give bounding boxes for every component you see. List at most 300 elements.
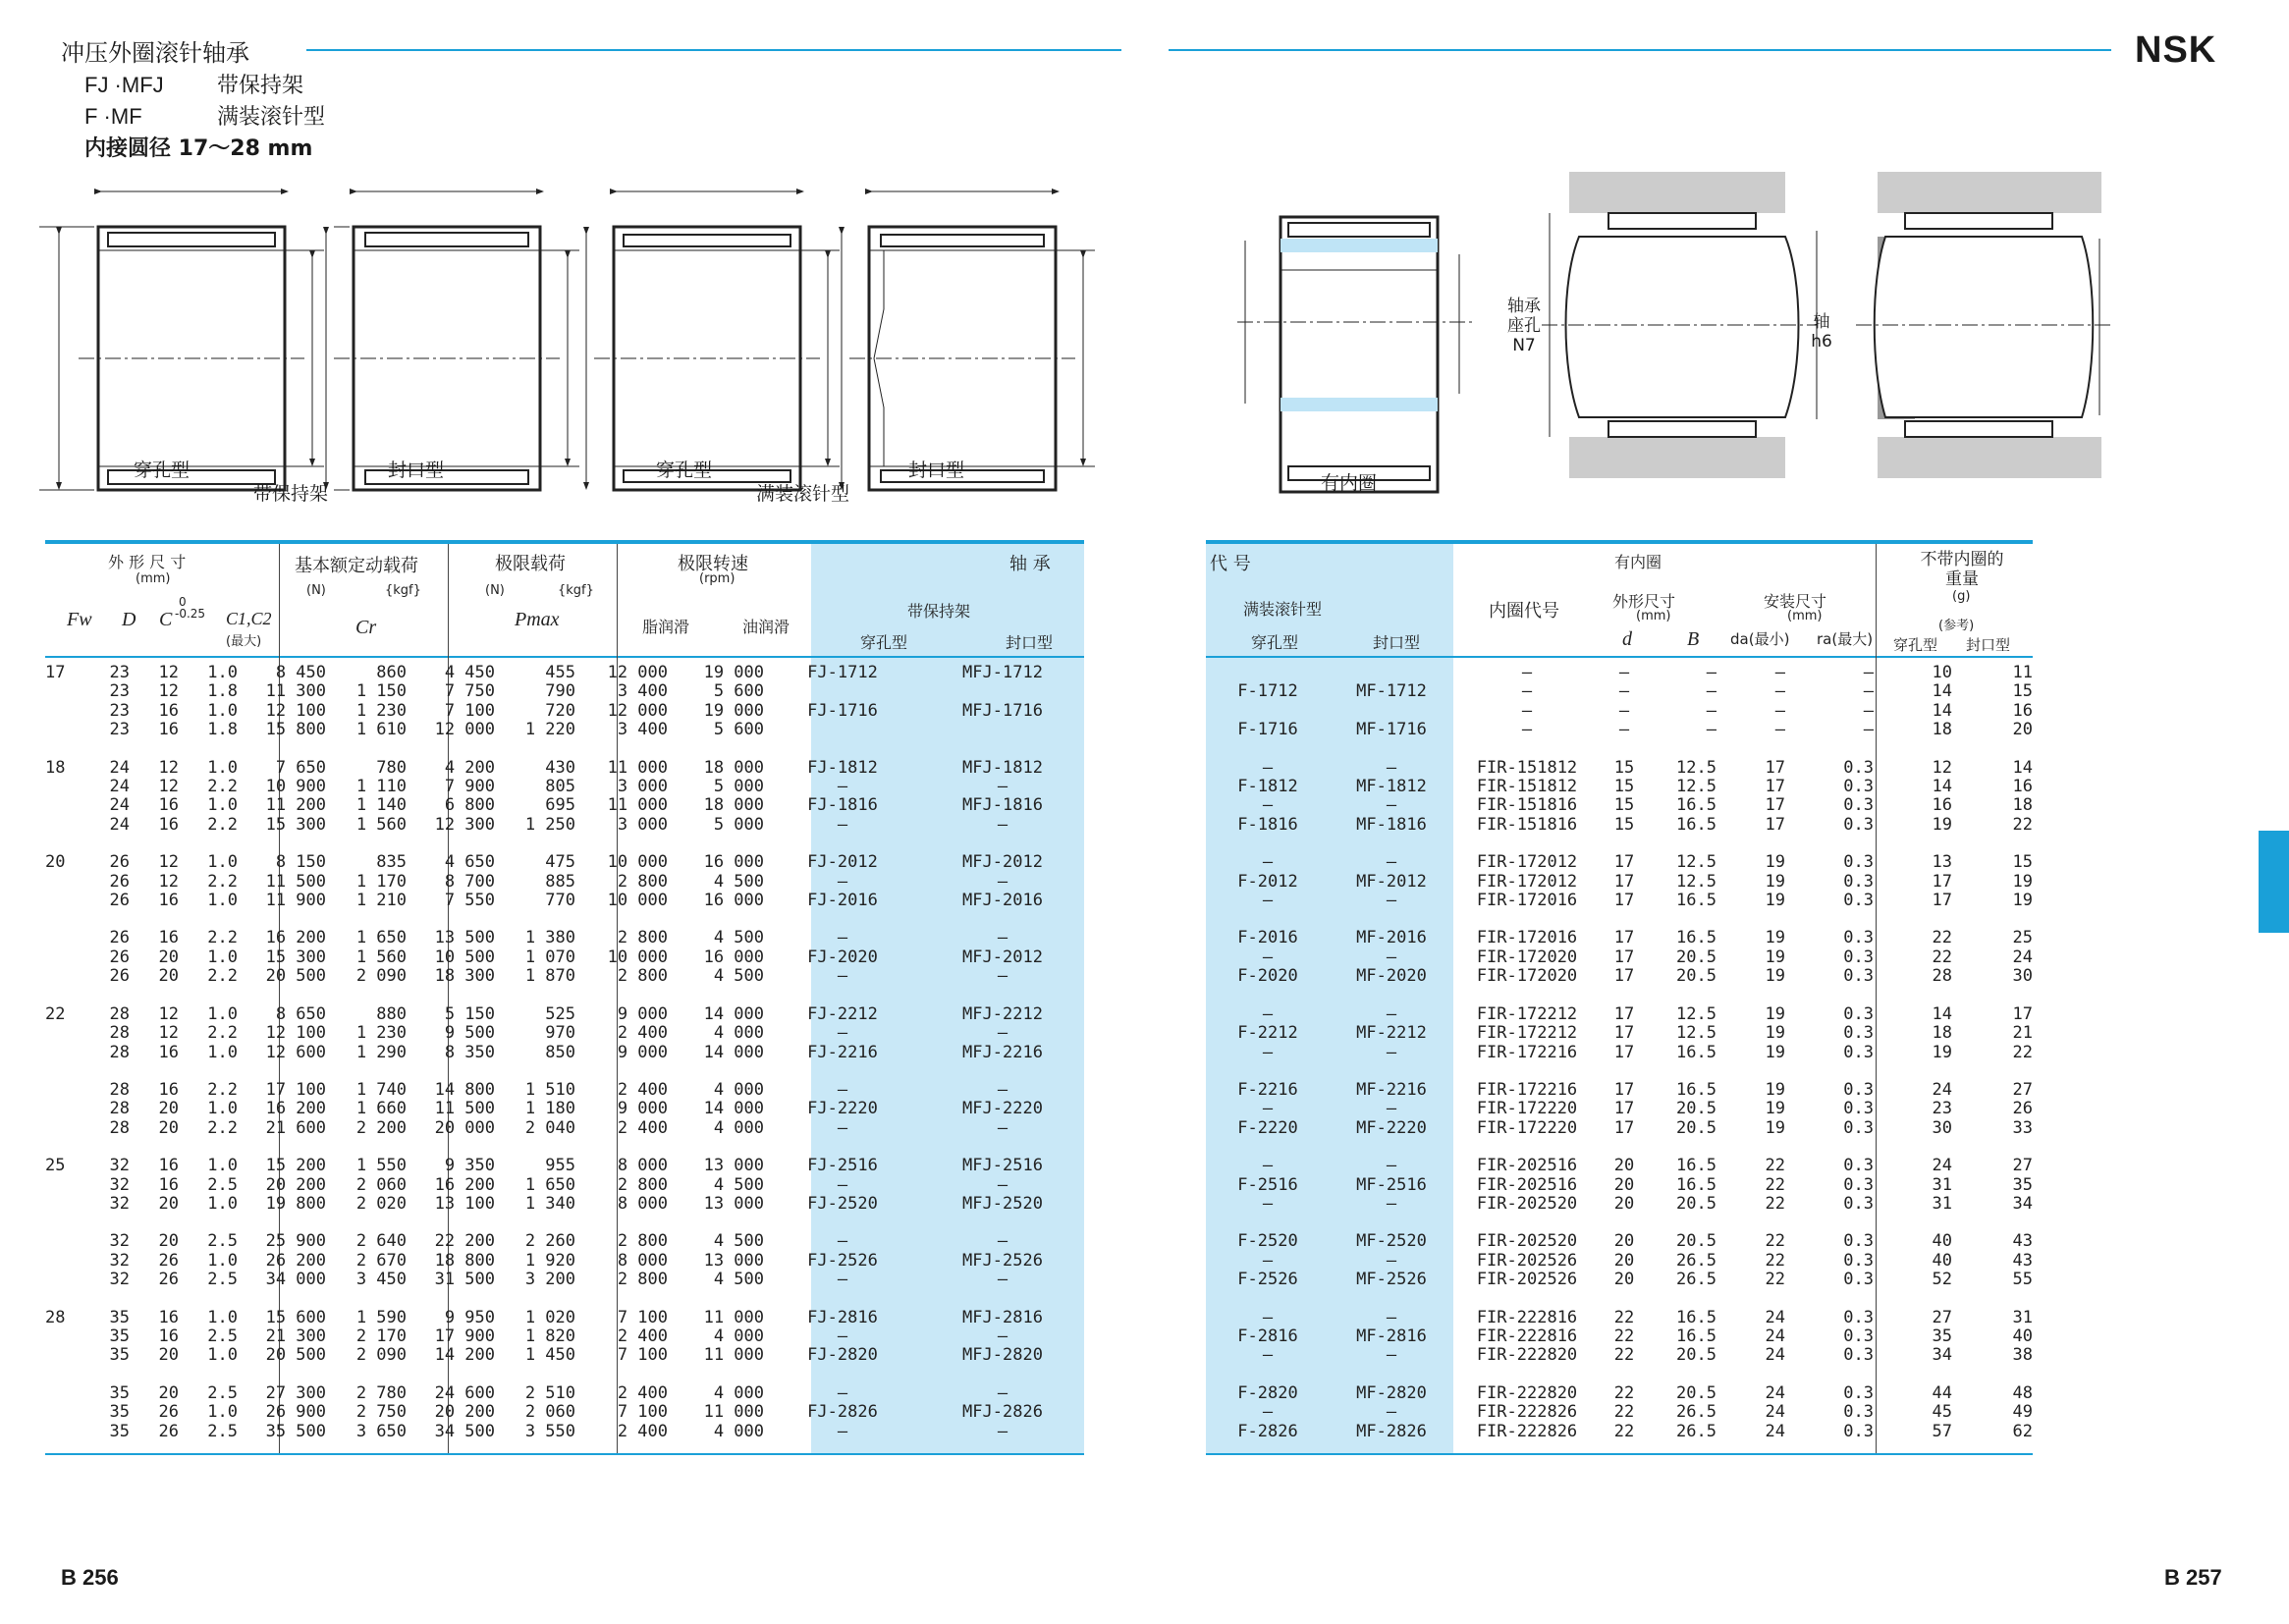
table-cell: 17 [2012,1004,2033,1024]
table-cell: 7 100 [607,1308,668,1327]
table-cell: 1 340 [524,1194,575,1214]
header-d: D [122,609,136,630]
table-cell: 16 000 [703,853,764,873]
table-cell: 18 800 [434,1251,495,1271]
table-cell: 16 [2012,701,2033,721]
group-gap [45,1290,1084,1309]
table-cell: 1 560 [355,947,407,967]
table-cell: 20 [45,853,66,873]
header-r-closed: 封口型 [1373,633,1421,652]
table-cell: 31 [1932,1175,1952,1195]
table-cell: 32 [109,1271,130,1290]
table-cell: 22 [1765,1194,1785,1214]
table-cell: FJ-2212 [807,1004,878,1024]
table-cell: MFJ-1812 [962,758,1043,778]
table-cell: 26.5 [1676,1251,1717,1271]
table-row [45,1309,1084,1327]
header-mount: 安装尺寸 [1764,592,1827,611]
header-mount-unit: (mm) [1787,609,1823,623]
table-cell: 20.5 [1676,947,1717,967]
header-code: 代 号 [1210,554,1251,574]
table-cell [45,1176,90,1195]
diagram-with-inner-ring [1237,217,1473,492]
table-cell: 19 [2012,872,2033,892]
table-cell: FIR-172016 [1476,929,1578,948]
table-cell: 11 000 [607,758,668,778]
header-r-dims: 外形尺寸 [1612,592,1676,611]
table-cell: 0.3 [1843,1175,1874,1195]
header-dyn-unit-n: (N) [306,583,326,598]
table-cell: MF-2020 [1356,967,1427,987]
table-cell: — [1386,796,1397,816]
table-cell: — [1262,947,1274,967]
table-cell: 8 350 [434,1043,495,1062]
table-cell: 2 260 [524,1232,575,1252]
table-cell: 22 [1613,1422,1635,1441]
table-cell: 11 500 [265,872,326,892]
table-cell: 1.0 [207,1194,238,1214]
table-cell: 475 [545,853,575,873]
table-cell: 27 [2012,1080,2033,1100]
table-cell: 7 650 [265,758,326,778]
table-cell: 2 510 [524,1383,575,1403]
table-cell: MF-1816 [1356,815,1427,835]
header-r-ra: ra(最大) [1817,630,1874,648]
table-cell: 26 900 [265,1403,326,1423]
table-cell: 1 870 [524,967,575,987]
header-limit-load: 极限载荷 [495,554,566,574]
table-cell: — [837,1080,848,1100]
table-cell: 525 [545,1004,575,1024]
group-gap [45,987,1084,1005]
table-cell: FIR-172216 [1476,1080,1578,1100]
table-cell [45,1024,90,1043]
header-bearing: 轴 承 [1009,554,1051,574]
header-fw: Fw [67,609,92,630]
table-cell: — [1863,664,1874,682]
table-row [1206,1044,2033,1062]
table-cell: 10 000 [607,947,668,967]
table-row [45,929,1084,947]
table-cell: 22 [1765,1251,1785,1271]
table-cell: 20 [158,967,179,987]
table-cell: 1.0 [207,947,238,967]
table-cell: FJ-2816 [807,1308,878,1327]
table-cell: 1.0 [207,758,238,778]
table-cell [45,929,90,947]
group-gap [45,1366,1084,1384]
table-cell: FIR-172012 [1476,853,1578,873]
diagram-closed-full [842,191,1095,490]
header-grease: 脂润滑 [642,618,690,636]
table-cell: 12 [158,664,179,682]
table-cell: 16 000 [703,892,764,911]
table-cell: 0.3 [1843,1232,1874,1252]
table-cell: — [1618,701,1630,721]
table-cell: 16 [1932,796,1952,816]
table-cell: — [1262,1004,1274,1024]
table-cell: 34 000 [265,1271,326,1290]
table-cell [45,1346,90,1365]
table-cell: 14 [1932,1004,1952,1024]
table-cell: 14 000 [703,1100,764,1119]
table-cell: 38 [2012,1346,2033,1366]
table-cell: 55 [2012,1271,2033,1290]
header-r-da: da(最小) [1730,630,1790,648]
table-cell: 2.2 [207,815,238,835]
table-cell: F-2516 [1237,1175,1298,1195]
table-cell: MFJ-2516 [962,1157,1043,1176]
table-cell: 11 900 [265,892,326,911]
table-cell: 12 100 [265,1024,326,1044]
table-cell: 20 [158,1194,179,1214]
table-row [1206,1327,2033,1346]
table-cell: 20 [158,947,179,967]
subtitle-cage [84,69,303,99]
table-row [1206,1157,2033,1175]
table-cell: 0.3 [1843,1080,1874,1100]
table-cell: 5 000 [703,778,764,797]
table-cell: 24 [1765,1383,1785,1403]
table-cell: 13 000 [703,1251,764,1271]
table-cell: MF-2826 [1356,1422,1427,1441]
table-cell: — [1386,1100,1397,1119]
table-cell: 18 300 [434,967,495,987]
table-cell: — [837,1271,848,1290]
table-cell: 7 100 [434,701,495,721]
table-cell: — [1774,664,1785,682]
table-cell: 0.3 [1843,1271,1874,1290]
table-cell: 35 [2012,1175,2033,1195]
table-cell: FIR-222820 [1476,1346,1578,1366]
table-row [45,1403,1084,1422]
table-row [1206,796,2033,815]
table-cell: FIR-222816 [1476,1326,1578,1346]
table-cell: 2 800 [607,1175,668,1195]
table-cell: — [997,815,1008,835]
table-cell: 43 [2012,1232,2033,1252]
table-cell: — [997,1326,1008,1346]
header-limit-speed: 极限转速 [678,554,748,574]
table-cell: F-2816 [1237,1326,1298,1346]
table-cell: 16 [158,796,179,816]
table-cell: 16 [158,1308,179,1327]
table-cell [1330,702,1453,721]
table-cell: 17 [1613,947,1635,967]
table-cell: FIR-202526 [1476,1251,1578,1271]
table-cell: 0.3 [1843,1194,1874,1214]
table-cell: 0.3 [1843,1004,1874,1024]
table-cell [45,892,90,910]
table-cell: FIR-172212 [1476,1004,1578,1024]
table-cell: 3 000 [607,778,668,797]
nsk-logo: NSK [2135,29,2217,71]
table-cell: — [1521,664,1533,682]
table-cell: 24 [1932,1080,1952,1100]
table-cell: 2 800 [607,929,668,948]
table-cell: 0.3 [1843,778,1874,797]
header-r-drawn: 穿孔型 [1251,633,1299,652]
table-cell: 16 000 [703,947,764,967]
table-cell: — [1521,721,1533,740]
table-cell: 20 [2012,721,2033,740]
table-cell: — [1386,1194,1397,1214]
table-cell: 17 [1932,872,1952,892]
table-cell: 24 600 [434,1383,495,1403]
table-cell: 11 500 [434,1100,495,1119]
table-cell: 4 650 [434,853,495,873]
table-cell: 1.8 [207,721,238,740]
table-cell: 1.8 [207,682,238,702]
table-cell: 24 [1932,1157,1952,1176]
table-cell: FIR-172220 [1476,1100,1578,1119]
table-cell: 18 000 [703,758,764,778]
table-cell: 17 [1613,1004,1635,1024]
table-cell: MF-2012 [1356,872,1427,892]
table-cell: 24 [2012,947,2033,967]
table-cell: 885 [545,872,575,892]
table-cell: 16.5 [1676,1043,1717,1062]
table-row [1206,929,2033,947]
table-cell: 22 [1932,929,1952,948]
table-cell: 19 [1765,892,1785,911]
table-cell: 9 500 [434,1024,495,1044]
table-cell: 28 [109,1024,130,1044]
table-cell: 17 100 [265,1080,326,1100]
table-cell: FIR-151816 [1476,815,1578,835]
table-cell: 20 500 [265,1346,326,1366]
table-cell: 19 [1765,929,1785,948]
table-cell: 1 450 [524,1346,575,1366]
header-pmax: Pmax [515,609,560,630]
diagram-drawn-full [586,191,840,490]
table-row [45,1346,1084,1365]
label-housing-n7: 轴承座孔N7 [1507,297,1541,355]
table-cell: 1 150 [355,682,407,702]
table-cell: 22 [1613,1346,1635,1366]
table-cell: 28 [109,1080,130,1100]
table-cell: 2.2 [207,1118,238,1138]
table-cell: — [1386,853,1397,873]
table-cell: 11 000 [703,1403,764,1423]
table-cell: 28 [109,1100,130,1119]
table-cell: 24 [1765,1308,1785,1327]
table-row [45,759,1084,778]
table-cell: MF-2212 [1356,1024,1427,1044]
table-cell: 35 [109,1422,130,1441]
table-cell: — [837,1118,848,1138]
table-cell: 48 [2012,1383,2033,1403]
table-cell: 12 [158,1004,179,1024]
table-cell: 8 650 [265,1004,326,1024]
table-cell: 1.0 [207,892,238,911]
table-cell: 20 [158,1100,179,1119]
table-cell: 16 [158,721,179,740]
table-cell: 3 400 [607,721,668,740]
table-cell: 26 [109,872,130,892]
table-cell: 6 800 [434,796,495,816]
group-gap [1206,1138,2033,1157]
table-cell: 17 [1765,796,1785,816]
table-cell: 21 600 [265,1118,326,1138]
table-cell: 17 [1613,1100,1635,1119]
table-cell: 4 450 [434,664,495,682]
table-cell: — [1863,701,1874,721]
table-cell: 2 750 [355,1403,407,1423]
table-cell: 2.5 [207,1422,238,1441]
subtitle-full-code: F ·MF [84,104,142,129]
table-cell: 35 [109,1346,130,1366]
table-cell: 4 000 [703,1383,764,1403]
table-cell: FIR-172216 [1476,1043,1578,1062]
caption-closed-full: 封口型 [908,460,965,481]
table-cell: 16 [158,815,179,835]
table-cell: — [1262,1308,1274,1327]
table-cell: 24 [109,778,130,797]
table-cell: FIR-151812 [1476,778,1578,797]
table-cell: FIR-172220 [1476,1118,1578,1138]
table-cell: 9 000 [607,1100,668,1119]
table-row [45,967,1084,986]
table-row [45,873,1084,892]
table-cell: 19 [2012,892,2033,911]
table-cell: 1 660 [355,1100,407,1119]
table-cell: 4 500 [703,872,764,892]
table-cell [45,1044,90,1062]
table-cell: 1 230 [355,701,407,721]
table-cell: — [1262,1346,1274,1366]
table-cell: 15 [1613,758,1635,778]
table-cell: — [837,1383,848,1403]
table-cell: 1 560 [355,815,407,835]
table-cell: 2 200 [355,1118,407,1138]
table-row [1206,1346,2033,1365]
table-cell: 15 [2012,853,2033,873]
table-cell: 26 [109,853,130,873]
table-cell: — [997,778,1008,797]
table-cell: 44 [1932,1383,1952,1403]
table-cell: 17 [1613,967,1635,987]
table-row [1206,1195,2033,1214]
table-cell: — [837,1175,848,1195]
table-cell: MF-2520 [1356,1232,1427,1252]
table-cell: 12.5 [1676,758,1717,778]
table-cell: — [1618,682,1630,702]
table-cell: 12.5 [1676,853,1717,873]
subtitle-cage-desc: 带保持架 [217,74,304,98]
table-cell: 16 [158,929,179,948]
table-cell: MFJ-2212 [962,1004,1043,1024]
table-cell: 32 [109,1232,130,1252]
table-cell: — [1774,721,1785,740]
table-cell: 2.5 [207,1383,238,1403]
table-cell: 22 200 [434,1232,495,1252]
left-table-header-rule [45,656,1084,658]
table-cell: 2 020 [355,1194,407,1214]
table-cell: 19 000 [703,664,764,682]
table-cell: 23 [109,664,130,682]
header-with-inner: 有内圈 [1614,553,1662,571]
header-full: 满装滚针型 [1243,600,1323,619]
table-cell: — [837,1422,848,1441]
header-dims: 外 形 尺 寸 [108,553,187,571]
table-cell: 1.0 [207,1346,238,1366]
table-cell: 12 600 [265,1043,326,1062]
table-cell: — [1386,1308,1397,1327]
table-row [45,1384,1084,1403]
table-cell: MFJ-2520 [962,1194,1043,1214]
table-row [1206,892,2033,910]
table-cell: 26 [109,892,130,911]
table-cell: — [1863,721,1874,740]
table-cell: — [997,1080,1008,1100]
diagram-closed-cage [326,191,579,490]
table-cell: 1 380 [524,929,575,948]
table-cell: 16 [158,1326,179,1346]
table-cell: 15 [1613,778,1635,797]
subtitle-cage-code: FJ ·MFJ [84,73,164,97]
table-cell: 19 [1765,1080,1785,1100]
table-cell: 16 [158,701,179,721]
table-row [45,1176,1084,1195]
table-cell: 4 000 [703,1422,764,1441]
table-cell: 26 200 [265,1251,326,1271]
table-cell: MF-2516 [1356,1175,1427,1195]
table-cell: 14 800 [434,1080,495,1100]
table-cell: 1 210 [355,892,407,911]
table-cell: 26 [109,929,130,948]
left-data-table [45,664,1084,1441]
group-gap [45,1138,1084,1157]
table-cell: 1 250 [524,815,575,835]
table-cell: F-2016 [1237,929,1298,948]
table-cell: 23 [109,682,130,702]
table-cell: 28 [45,1308,66,1327]
table-cell: 35 [1932,1326,1952,1346]
table-cell: 12 [158,758,179,778]
table-cell: 9 350 [434,1157,495,1176]
table-cell: 2.2 [207,778,238,797]
table-cell: 20 200 [265,1175,326,1195]
table-cell: 1 820 [524,1326,575,1346]
table-cell: 17 [1765,815,1785,835]
table-cell: 10 000 [607,853,668,873]
table-cell: 3 550 [524,1422,575,1441]
table-cell: 15 [2012,682,2033,702]
table-cell: 0.3 [1843,1326,1874,1346]
table-cell: 57 [1932,1422,1952,1441]
table-cell: 35 500 [265,1422,326,1441]
table-cell: 18 [1932,1024,1952,1044]
table-cell: — [1706,701,1717,721]
table-cell: — [997,929,1008,948]
table-cell: 0.3 [1843,1118,1874,1138]
table-cell: 26.5 [1676,1403,1717,1423]
table-cell: — [1521,701,1533,721]
caption-drawn-cage: 穿孔型 [134,460,191,481]
table-cell: 18 [45,758,66,778]
table-cell: FJ-2220 [807,1100,878,1119]
table-cell: — [997,872,1008,892]
caption-drawn-full: 穿孔型 [656,460,713,481]
table-cell: 1 590 [355,1308,407,1327]
table-cell: 12 [158,853,179,873]
table-cell: 16.5 [1676,1326,1717,1346]
table-cell: 40 [2012,1326,2033,1346]
table-cell: 9 000 [607,1004,668,1024]
table-cell: 24 [1765,1403,1785,1423]
table-row [1206,1024,2033,1043]
